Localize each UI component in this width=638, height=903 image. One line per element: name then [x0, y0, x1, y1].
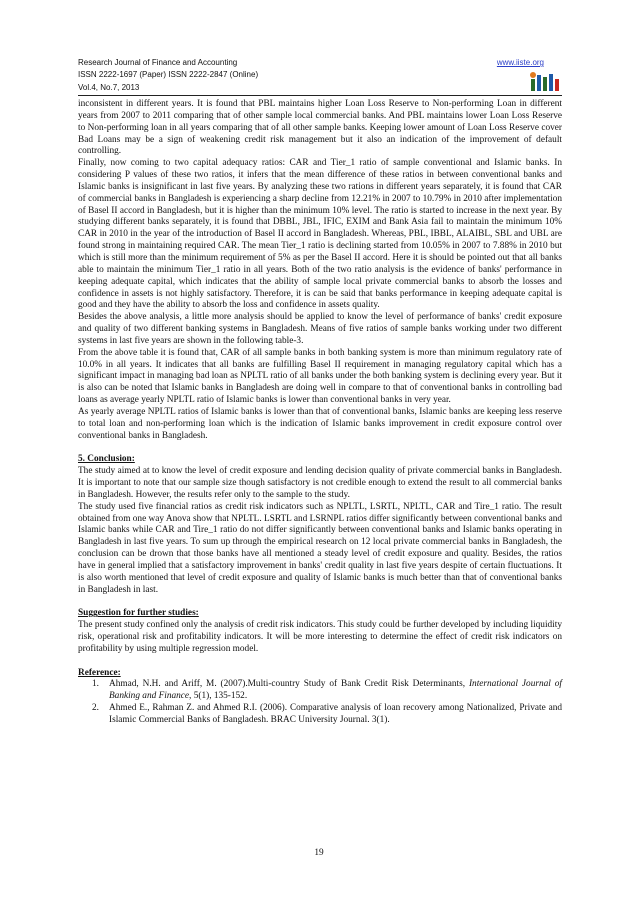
paragraph: Finally, now coming to two capital adequacy ratios: CAR and Tier_1 ratio of sample conventional and Islamic banks. In considering P values of these two ratios, it infers that the mean difference of these ratios in between conventional banks and Islamic banks is insignificant in last five years. By analyzing these two rations in different years separately, it is found that CAR of commercial banks in Bangladesh is experiencing a sharp decline from 12.21% in 2007 to 10.79% in 2010 after implementation of Basel II accord in Bangladesh, but it is higher than the minimum 10% level. The ratio is started to increase in the next year. By studying different banks separately, it is found that DBBL, JBL, IFIC, EXIM and Bank Asia fail to maintain the minimum 10% CAR in 2010 in the year of the introduction of Basel II accord in Bangladesh. Whereas, PBL, IBBL, ALAIBL, SBL and UBL are found strong in maintaining required CAR. The mean Tier_1 ratio is declining started from 10.05% in 2007 to 7.88% in 2010 but which is still more than the minimum requirement of 5% as per the Basel II accord. Here it is should be pointed out that all banks able to maintain the minimum Tier_1 ratio in all years. Both of the two ratio analysis is the evidence of banks' performance in keeping adequate capital, which indicates that the ability of sample local private commercial banks to absorb the losses and confidence in assets is not highly satisfactory. Therefore, it is can be said that banks performance in keeping adequate capital is good and they have the ability to absorb the loss and confidence in assets quality. — [78, 158, 562, 311]
paragraph: The present study confined only the analysis of credit risk indicators. This study could be further developed by including liquidity risk, operational risk and profitability indicators. It will be more interesting to determine the effect of credit risk indicators on profitability by using multiple regression model. — [78, 620, 562, 654]
page-number: 19 — [314, 848, 324, 858]
reference-item — [78, 679, 562, 703]
journal-url-link[interactable]: www.iiste.org — [496, 58, 544, 67]
iiste-logo — [528, 71, 562, 93]
paragraph: inconsistent in different years. It is found that PBL maintains higher Loan Loss Reserve to Non-performing Loan in different years from 2007 to 2011 comparing that of other sample local commercial banks. And PBL maintains lower Loan Loss Reserve to Non-performing loan in all years comparing that of all other sample banks. Keeping lower amount of Loan Loss Reserve cover Bad Loans may be a sign of weakening credit risk management but it also an indication of the improvement of default controlling. — [78, 99, 562, 157]
reference-text: Ahmad, N.H. and Ariff, M. (2007).Multi-country Study of Bank Credit Risk Determinants, — [109, 679, 469, 690]
reference-number: 2. — [92, 703, 99, 714]
article-body — [78, 99, 562, 727]
reference-text: Ahmed E., Rahman Z. and Ahmed R.I. (2006). Comparative analysis of loan recovery among Nationalized, Private and Islamic Commercial Banks of Bangladesh. BRAC University Journal. 3(1). — [109, 703, 562, 725]
section-heading-suggestion: Suggestion for further studies: — [78, 608, 199, 619]
reference-item — [78, 703, 562, 727]
header-rule — [78, 95, 562, 96]
reference-details: 5(1), 135-152. — [191, 691, 248, 702]
paragraph: The study used five financial ratios as credit risk indicators such as NPLTL, LSRTL, NPLTL, CAR and Tire_1 ratio. The result obtained from one way Anova show that NPLTL. LSRTL and LSRNPL ratios differ significantly between conventional banks and Islamic banks while CAR and Tire_1 ratio do not differ significantly between conventional banks and Islamic banks operating in Bangladesh in last five years. To sum up through the empirical research on 12 local private commercial banks in Bangladesh, the conclusion can be drown that those banks have all mentioned a steady level of credit exposure and quality. Besides, the ratios have in general implied that a satisfactory improvement in banks' credit quality in last five years despite of certain fluctuations. It is also worth mentioned that level of credit exposure and quality of Islamic banks is much better than that of conventional banks in Bangladesh in last. — [78, 501, 562, 595]
journal-header — [78, 57, 562, 94]
section-heading-conclusion: 5. Conclusion: — [78, 454, 135, 465]
journal-issn: ISSN 2222-1697 (Paper) ISSN 2222-2847 (Online) — [78, 70, 259, 80]
reference-number: 1. — [92, 679, 99, 690]
paragraph: From the above table it is found that, CAR of all sample banks in both banking system is more than minimum regulatory rate of 10.0% in all years. It indicates that all banks are fulfilling Basel II requirement in managing regulatory capital which has a significant impact in managing bad loan as NPLTL ratio of all banks under the both banking system is declining every year. But it is also can be noted that Islamic banks in Bangladesh are doing well in compare to that of conventional banks in controlling bad loans as average yearly NPLTL ratio of Islamic banks is lower than conventional banks in very year. — [78, 347, 562, 406]
journal-volume: Vol.4, No.7, 2013 — [78, 82, 140, 92]
paragraph: Besides the above analysis, a little more analysis should be applied to know the level of performance of banks' credit exposure and quality of two different banking systems in Bangladesh. Means of five ratios of sample banks working under two different systems in last five years are shown in the following table-3. — [78, 312, 562, 346]
paragraph: As yearly average NPLTL ratios of Islamic banks is lower than that of conventional banks, Islamic banks are keeping less reserve to total loan and non-performing loan which is the indication of Islamic banks improvement in credit exposure control over conventional banks in Bangladesh. — [78, 406, 562, 441]
section-heading-reference: Reference: — [78, 667, 121, 678]
reference-list — [78, 679, 562, 726]
journal-title: Research Journal of Finance and Accounting — [78, 58, 238, 67]
reference-journal: International Journal of Banking and Finance, — [109, 679, 562, 702]
paragraph: The study aimed at to know the level of credit exposure and lending decision quality of private commercial banks in Bangladesh. It is important to note that our sample size though satisfactory is not credible enough to extend the result to all commercial banks in Bangladesh. However, the results refer only to the sample to the study. — [78, 466, 562, 500]
